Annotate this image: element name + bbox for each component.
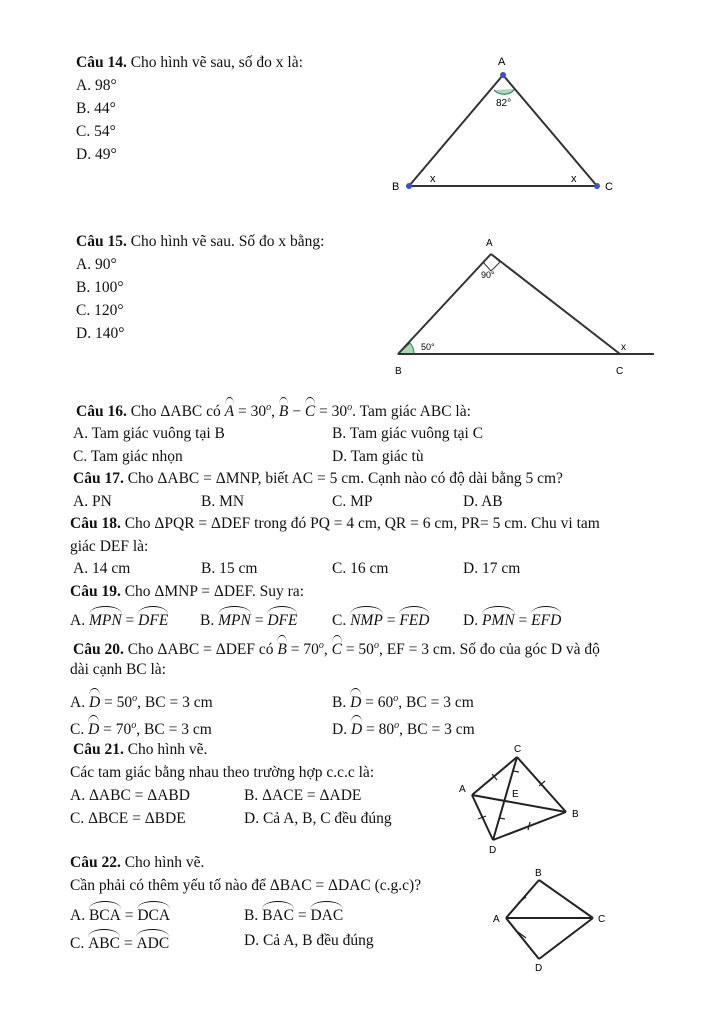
q22-label-d: D	[535, 963, 543, 974]
q21-number: Câu 21.	[73, 741, 124, 758]
q15-label-b: B	[395, 366, 402, 377]
q20-option-b-rest: , BC = 3 cm	[398, 694, 474, 712]
q20-option-a-rest: , BC = 3 cm	[137, 694, 213, 712]
q22-option-a-label: A.	[70, 907, 86, 924]
q21-label-e: E	[512, 789, 519, 800]
q22-option-c[interactable]: C. ABC = ADC	[70, 931, 169, 954]
q20-deg-b: o	[318, 640, 324, 651]
q22-option-a-right: DCA	[137, 903, 170, 926]
q20-deg-c: o	[373, 640, 379, 651]
q20-option-d-deg: o	[394, 720, 400, 731]
q19-option-c-left: NMP	[350, 608, 383, 631]
q18-option-a[interactable]: A. 14 cm	[73, 560, 131, 577]
q16-val-bc: = 30	[319, 403, 348, 421]
q16-option-b[interactable]: B. Tam giác vuông tại C	[332, 425, 484, 442]
q20-option-b-val: = 60	[365, 694, 394, 712]
q19-option-a[interactable]: A. MPN = DFE	[70, 608, 168, 631]
q16-angle-a: A	[225, 399, 234, 422]
q14-label-b: B	[392, 181, 400, 193]
q15-angle-b-label: 50°	[421, 342, 435, 352]
q20-val-c: = 50	[345, 641, 374, 659]
q14-label-a: A	[498, 56, 506, 68]
q14-option-b[interactable]: B. 44°	[76, 100, 116, 117]
q15-option-d[interactable]: D. 140°	[76, 325, 125, 342]
q22-text-line2: Cần phải có thêm yếu tố nào để ΔBAC = ΔDAC (c.g.c)?	[70, 877, 422, 894]
q22-option-a-left: BCA	[89, 903, 121, 926]
q20-option-c-val: = 70	[103, 721, 132, 739]
q19-option-b[interactable]: B. MPN = DFE	[200, 608, 297, 631]
q22-side-bc	[539, 880, 593, 918]
q16-post: . Tam giác ABC là:	[352, 403, 471, 421]
q22-label-b: B	[535, 868, 542, 879]
q22-option-a[interactable]: A. BCA = DCA	[70, 903, 170, 926]
q22-text: Cho hình vẽ.	[124, 854, 205, 871]
q19-option-d-label: D.	[463, 612, 479, 629]
q22-number: Câu 22.	[70, 854, 121, 871]
q22-label-a: A	[493, 914, 500, 925]
q20-option-b-label: B.	[332, 694, 347, 712]
q15-text: Cho hình vẽ sau. Số đo x bằng:	[130, 233, 325, 250]
q21-text-line2: Các tam giác bằng nhau theo trường hợp c.c.c là:	[70, 764, 375, 781]
q22-tick-ab	[518, 897, 526, 903]
q21-label-a: A	[459, 784, 466, 795]
q22-option-d-label: D.	[244, 932, 260, 949]
q16-option-c[interactable]: C. Tam giác nhọn	[73, 448, 183, 465]
q14-number: Câu 14.	[76, 54, 127, 71]
q17-option-c[interactable]: C. MP	[332, 493, 373, 510]
q14-x-label-b: x	[430, 173, 436, 185]
q15-label-a: A	[486, 238, 493, 249]
q20-option-b-deg: o	[393, 693, 399, 704]
q17-text: Cho ΔABC = ΔMNP, biết AC = 5 cm. Cạnh nào có độ dài bằng 5 cm?	[127, 470, 563, 487]
q19-option-b-right: DFE	[267, 608, 297, 631]
q20-comma: ,	[323, 641, 332, 659]
q16-option-d[interactable]: D. Tam giác tù	[332, 448, 424, 465]
q15-x-label: x	[621, 342, 626, 353]
q16-number: Câu 16.	[76, 403, 127, 421]
q20-number: Câu 20.	[73, 641, 124, 659]
q22-option-c-left: ABC	[88, 931, 120, 954]
q22-option-c-right: ADC	[136, 931, 169, 954]
q17-number: Câu 17.	[73, 470, 124, 487]
q20-option-b-angle: D	[350, 690, 361, 713]
q20-pre: Cho ΔABC = ΔDEF có	[127, 641, 274, 659]
q14-x-label-c: x	[571, 173, 577, 185]
q18-option-c[interactable]: C. 16 cm	[332, 560, 389, 577]
q20-option-a-label: A.	[70, 694, 86, 712]
q16-angle-c: C	[305, 399, 315, 422]
q20-post: , EF = 3 cm. Số đo của góc D và độ	[378, 641, 600, 659]
q22-option-c-label: C.	[70, 935, 85, 952]
q19-option-d-right: EFD	[531, 608, 561, 631]
q17-option-d[interactable]: D. AB	[463, 493, 503, 510]
q19-number: Câu 19.	[70, 583, 121, 600]
q14-label-c: C	[605, 181, 613, 193]
q21-label-d: D	[489, 845, 497, 856]
q20-val-b: = 70	[290, 641, 319, 659]
q16-pre: Cho ΔABC có	[130, 403, 221, 421]
q15-label-c: C	[616, 366, 624, 377]
q21-text: Cho hình vẽ.	[127, 741, 208, 758]
q20-option-c-angle: D	[88, 717, 99, 740]
q18-text: Cho ΔPQR = ΔDEF trong đó PQ = 4 cm, QR = 6 cm, PR= 5 cm. Chu vi tam	[124, 515, 600, 532]
q21-option-a[interactable]: A. ΔABC = ΔABD	[70, 787, 190, 804]
q15-angle-a-label: 90°	[481, 270, 495, 280]
q19-option-a-right: DFE	[138, 608, 168, 631]
q14-option-d[interactable]: D. 49°	[76, 146, 117, 163]
q16-option-a[interactable]: A. Tam giác vuông tại B	[73, 425, 225, 442]
q20-angle-b: B	[277, 637, 286, 660]
q22-option-b-left: BAC	[262, 903, 294, 926]
q20-angle-c: C	[332, 637, 342, 660]
q21-option-d[interactable]: D. Cả A, B, C đều đúng	[244, 810, 392, 827]
q20-option-d-label: D.	[332, 721, 348, 739]
q19-option-a-left: MPN	[89, 608, 122, 631]
q15-option-a[interactable]: A. 90°	[76, 256, 117, 273]
q22-option-d-text: Cả A, B đều đúng	[262, 932, 374, 949]
q14-text: Cho hình vẽ sau, số đo x là:	[130, 54, 303, 71]
q20-option-d-val: = 80	[366, 721, 395, 739]
q17-option-a[interactable]: A. PN	[73, 493, 112, 510]
q20-text-line2: dài cạnh BC là:	[70, 661, 166, 678]
q19-option-c[interactable]: C. NMP = FED	[332, 608, 429, 631]
q19-text: Cho ΔMNP = ΔDEF. Suy ra:	[124, 583, 304, 600]
q15-option-c[interactable]: C. 120°	[76, 302, 124, 319]
q16-angle-b: B	[279, 399, 288, 422]
q14-option-c[interactable]: C. 54°	[76, 123, 116, 140]
q20-option-a-deg: o	[132, 693, 138, 704]
q22-option-b-right: DAC	[310, 903, 343, 926]
q19-option-c-right: FED	[399, 608, 429, 631]
q21-option-c[interactable]: C. ΔBCE = ΔBDE	[70, 810, 186, 827]
q18-text-line2: giác DEF là:	[70, 538, 149, 555]
q19-option-d[interactable]: D. PMN = EFD	[463, 608, 561, 631]
q14-angle-label: 82°	[496, 98, 512, 109]
q16-comma: ,	[271, 403, 279, 421]
q20-option-a-angle: D	[89, 690, 100, 713]
q21-label-b: B	[572, 809, 579, 820]
q14-option-a[interactable]: A. 98°	[76, 77, 117, 94]
q15-number: Câu 15.	[76, 233, 127, 250]
q18-option-d[interactable]: D. 17 cm	[463, 560, 521, 577]
q22-side-ad	[506, 918, 539, 959]
q18-option-b[interactable]: B. 15 cm	[201, 560, 258, 577]
q16-minus: −	[292, 403, 301, 421]
q19-option-d-left: PMN	[482, 608, 515, 631]
q22-option-b[interactable]: B. BAC = DAC	[244, 903, 343, 926]
q21-option-b[interactable]: B. ΔACE = ΔADE	[244, 787, 362, 804]
q19-option-b-left: MPN	[218, 608, 251, 631]
q17-option-b[interactable]: B. MN	[201, 493, 245, 510]
q20-option-c-rest: , BC = 3 cm	[136, 721, 212, 739]
q22-label-c: C	[598, 914, 606, 925]
q20-option-c-label: C.	[70, 721, 85, 739]
q21-label-c: C	[514, 744, 522, 755]
q22-option-b-label: B.	[244, 907, 259, 924]
q15-option-b[interactable]: B. 100°	[76, 279, 124, 296]
q20-option-c-deg: o	[131, 720, 137, 731]
q19-option-c-label: C.	[332, 612, 347, 629]
q18-number: Câu 18.	[70, 515, 121, 532]
q20-option-a-val: = 50	[104, 694, 133, 712]
q22-side-dc	[539, 918, 593, 959]
q16-deg-bc: o	[347, 402, 353, 413]
q20-option-d-angle: D	[351, 717, 362, 740]
q20-option-d-rest: , BC = 3 cm	[399, 721, 475, 739]
q16-val-a: = 30	[237, 403, 267, 421]
q19-option-a-label: A.	[70, 612, 86, 629]
q19-option-b-label: B.	[200, 612, 215, 629]
q16-deg-a: o	[266, 402, 272, 413]
